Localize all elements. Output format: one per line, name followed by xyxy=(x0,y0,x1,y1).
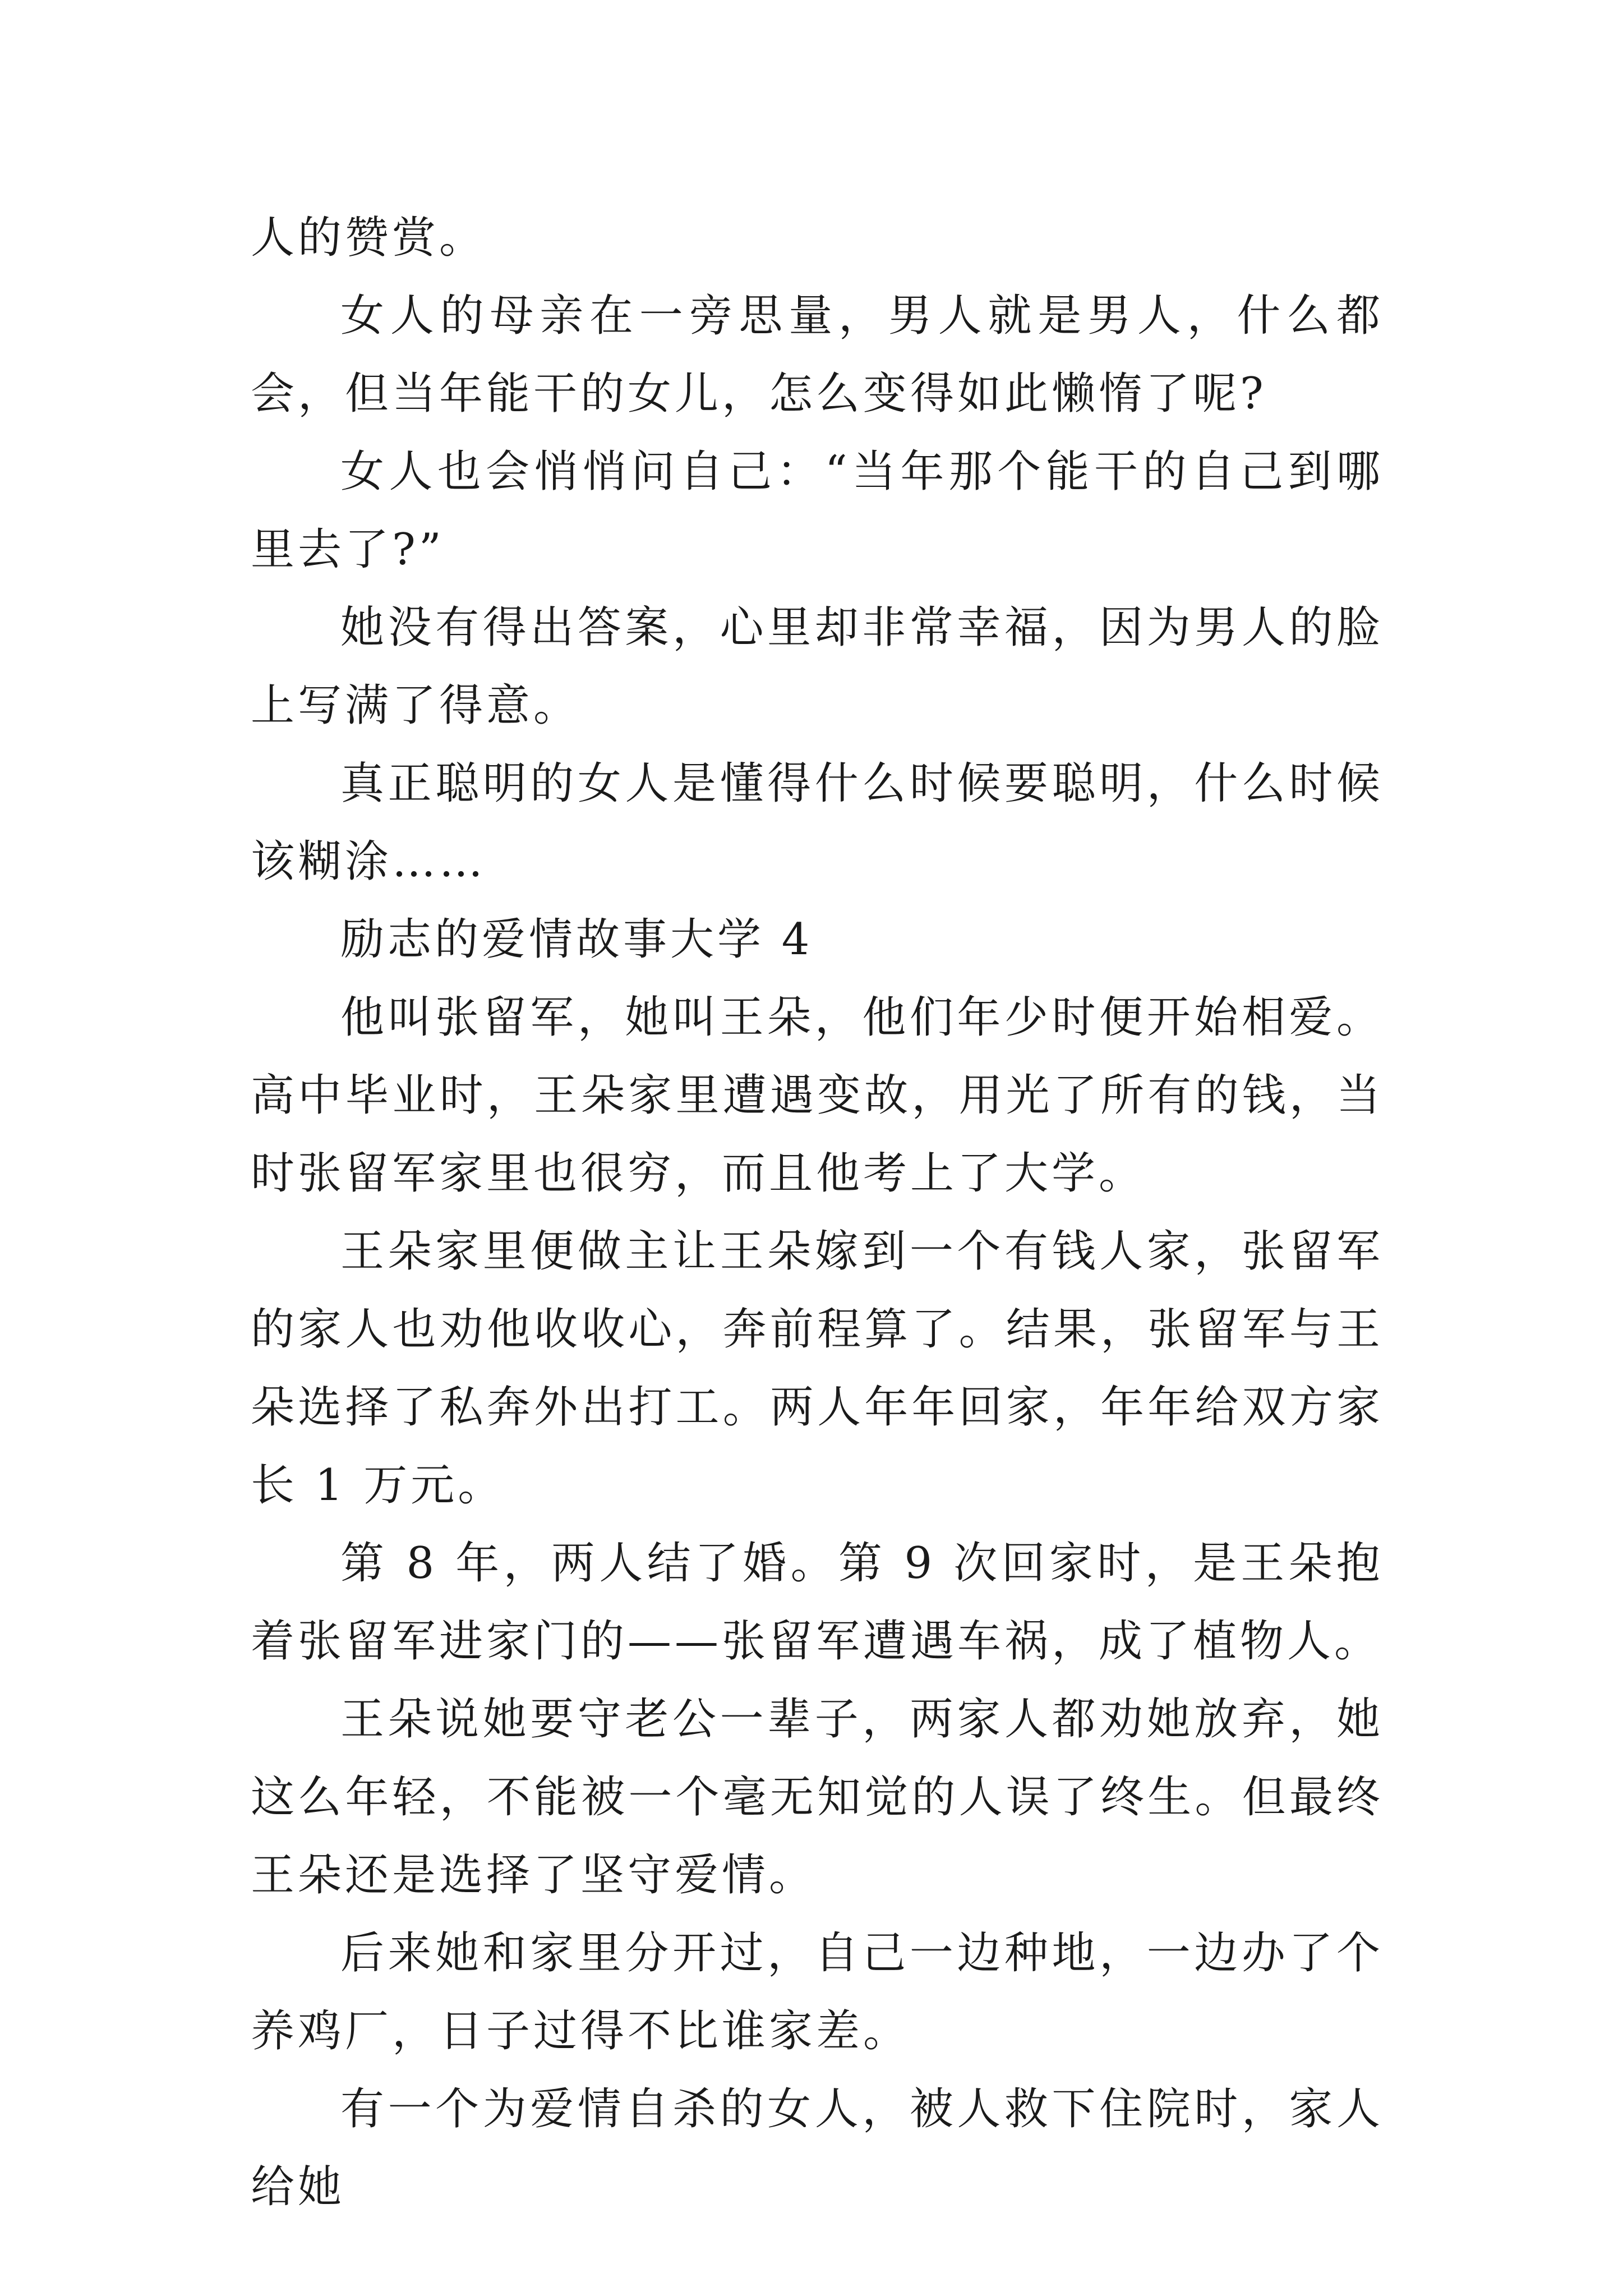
paragraph: 第 8 年，两人结了婚。第 9 次回家时，是王朵抱着张留军进家门的——张留军遭遇车祸，成了植物人。 xyxy=(251,1538,1384,1667)
section-heading: 励志的爱情故事大学 4 xyxy=(340,914,813,965)
body-text xyxy=(251,199,1384,2226)
paragraph: 女人的母亲在一旁思量，男人就是男人，什么都会，但当年能干的女儿，怎么变得如此懒惰了呢? xyxy=(251,291,1384,419)
paragraph: 他叫张留军，她叫王朵，他们年少时便开始相爱。高中毕业时，王朵家里遭遇变故，用光了所有的钱，当时张留军家里也很穷，而且他考上了大学。 xyxy=(251,992,1384,1199)
paragraph: 王朵家里便做主让王朵嫁到一个有钱人家，张留军的家人也劝他收收心，奔前程算了。结果，张留军与王朵选择了私奔外出打工。两人年年回家，年年给双方家长 1 万元。 xyxy=(251,1226,1384,1511)
paragraph: 后来她和家里分开过，自己一边种地，一边办了个养鸡厂，日子过得不比谁家差。 xyxy=(251,1928,1384,2056)
paragraph: 王朵说她要守老公一辈子，两家人都劝她放弃，她这么年轻，不能被一个毫无知觉的人误了终生。但最终王朵还是选择了坚守爱情。 xyxy=(251,1694,1384,1901)
paragraph: 女人也会悄悄问自己：“当年那个能干的自己到哪里去了?” xyxy=(251,447,1384,575)
paragraph: 她没有得出答案，心里却非常幸福，因为男人的脸上写满了得意。 xyxy=(251,602,1384,731)
paragraph: 有一个为爱情自杀的女人，被人救下住院时，家人给她 xyxy=(251,2084,1384,2212)
paragraph: 人的赞赏。 xyxy=(251,213,487,263)
paragraph: 真正聪明的女人是懂得什么时候要聪明，什么时候该糊涂…… xyxy=(251,758,1384,887)
